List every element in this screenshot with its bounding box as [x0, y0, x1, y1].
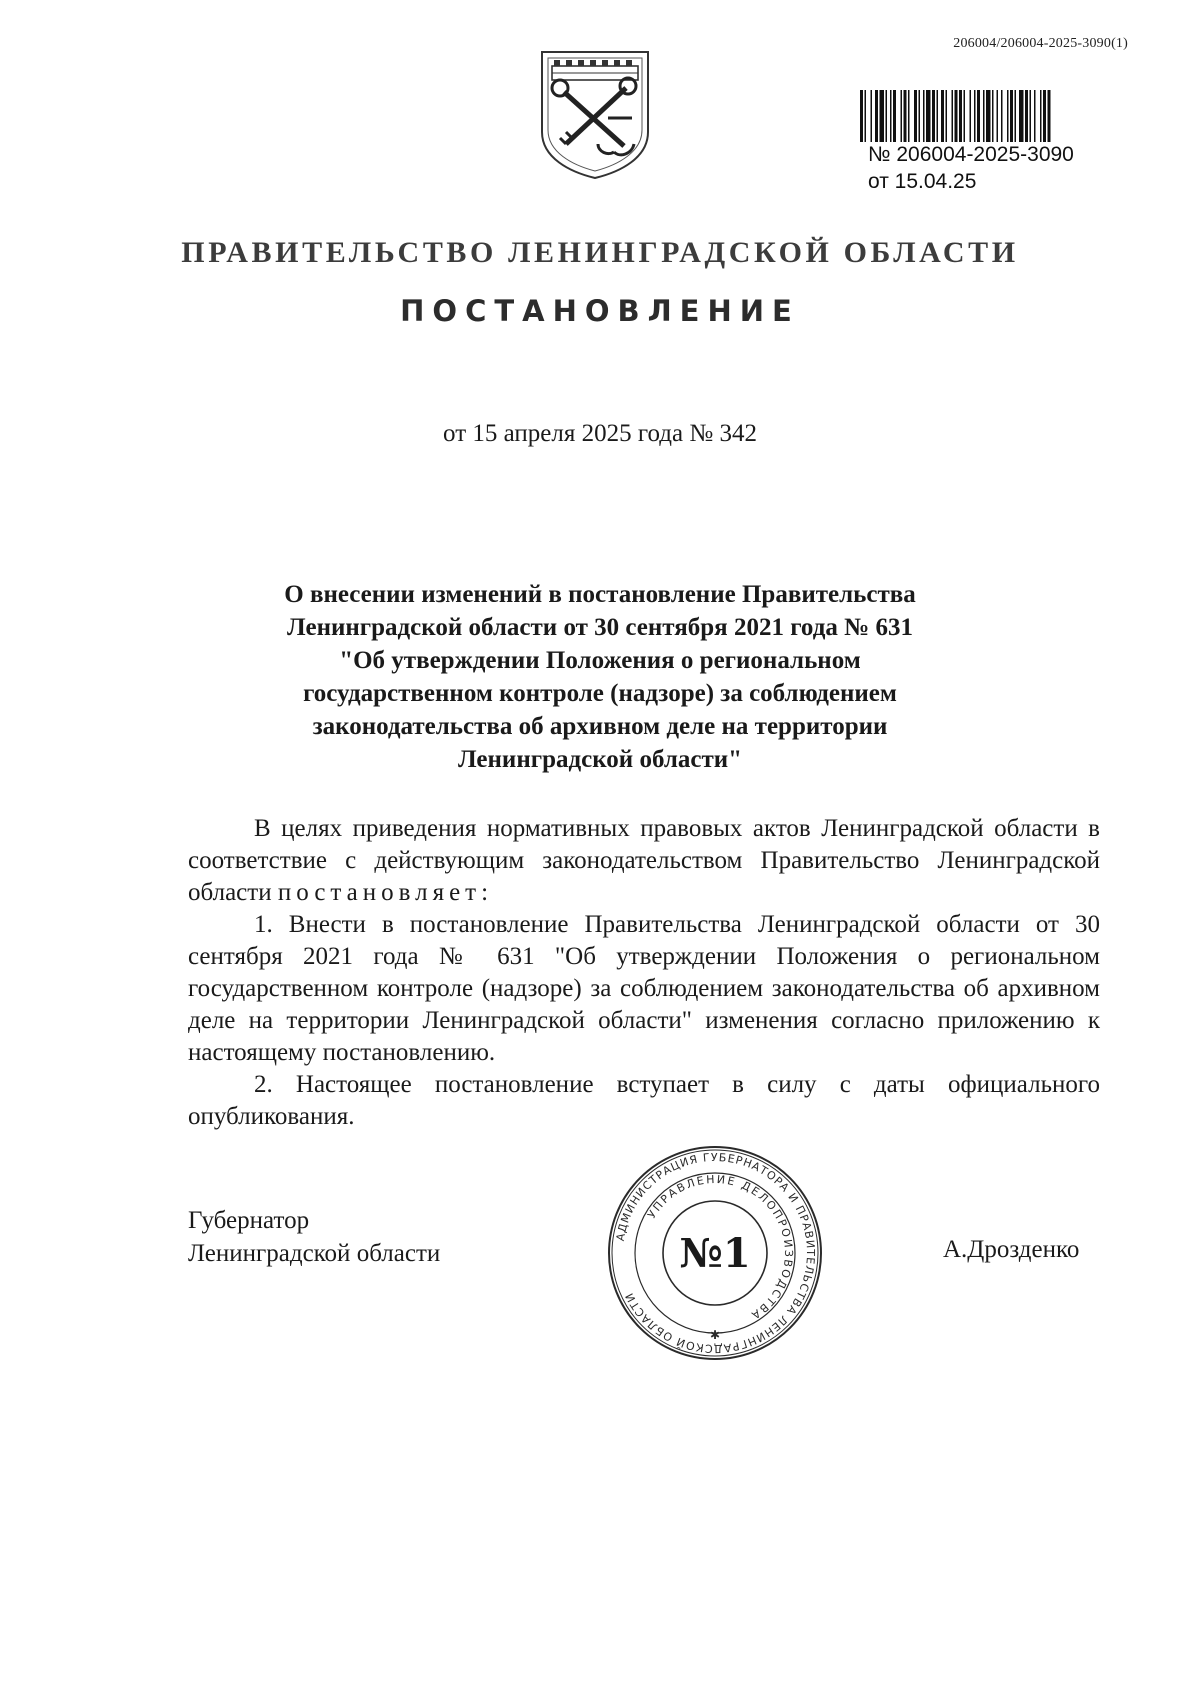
barcode-bar — [860, 90, 863, 142]
barcode-bar — [919, 90, 921, 142]
subject-line: законодательства об архивном деле на территории — [312, 713, 888, 740]
barcode-bar — [997, 90, 999, 142]
barcode-bar — [964, 90, 966, 142]
barcode-bar — [1015, 90, 1017, 142]
barcode-bar — [983, 90, 985, 142]
seal-outer-text: АДМИНИСТРАЦИЯ ГУБЕРНАТОРА И ПРАВИТЕЛЬСТВА ЛЕНИНГРАДСКОЙ ОБЛАСТИ — [613, 1150, 818, 1356]
barcode-bar — [890, 90, 892, 142]
registration-number: № 206004-2025-3090 — [868, 143, 1074, 166]
barcode-bar — [1043, 90, 1046, 142]
barcode-bar — [865, 90, 867, 142]
document-type-title: ПОСТАНОВЛЕНИЕ — [400, 294, 800, 328]
subject-line: Ленинградской области" — [457, 746, 743, 773]
barcode-bar — [923, 90, 925, 142]
preamble-text: В целях приведения нормативных правовых актов Ленинградской области в соответствие с действующим законодательством Правительство Ленинградской области — [188, 815, 1100, 906]
barcode-bar — [959, 90, 962, 142]
barcode-bar — [970, 90, 972, 142]
barcode-bar — [1030, 90, 1032, 142]
document-id: 206004/206004-2025-3090(1) — [953, 36, 1128, 51]
subject-line: Ленинградской области от 30 сентября 2021 года № 631 — [287, 614, 913, 641]
signatory-position — [188, 1204, 440, 1270]
barcode-bar — [914, 90, 917, 142]
item-1-paragraph: 1. Внести в постановление Правительства Ленинградской области от 30 сентября 2021 года № 631 "Об утверждении Положения о региональном государственном контроле (надзоре) за соблюдением законодательства об архивном деле на территории Ленинградской области" изменения согласно приложению к настоящему постановлению. — [188, 911, 1100, 1066]
subject-line: О внесении изменений в постановление Правительства — [284, 581, 916, 608]
barcode-bar — [904, 90, 907, 142]
barcode-bar — [1007, 90, 1009, 142]
barcode-bar — [886, 90, 888, 142]
position-line: Губернатор — [188, 1207, 310, 1234]
barcode-bar — [992, 90, 994, 142]
barcode-bar — [871, 90, 873, 142]
barcode-bar — [875, 90, 878, 142]
decrees-word: постановляет: — [277, 879, 494, 906]
barcode-bar — [1025, 90, 1028, 142]
barcode-bar — [952, 90, 954, 142]
barcode-bar — [977, 90, 980, 142]
barcode-bar — [946, 90, 948, 142]
barcode-bar — [880, 90, 885, 142]
barcode-bar — [932, 90, 935, 142]
signatory-name: А.Дрозденко — [943, 1236, 1080, 1263]
decree-date-number: от 15 апреля 2025 года № 342 — [443, 420, 757, 447]
coat-of-arms-icon — [536, 48, 654, 180]
decree-body — [188, 813, 1100, 1133]
barcode-bar — [955, 90, 958, 142]
government-title: ПРАВИТЕЛЬСТВО ЛЕНИНГРАДСКОЙ ОБЛАСТИ — [181, 236, 1019, 269]
registration-date: от 15.04.25 — [868, 170, 977, 193]
seal-star-icon: ✱ — [709, 1328, 721, 1342]
seal-inner-text: УПРАВЛЕНИЕ ДЕЛОПРОИЗВОДСТВА — [645, 1172, 796, 1323]
barcode-bar — [1048, 90, 1051, 142]
barcode-bar — [986, 90, 991, 142]
barcode-bar — [937, 90, 939, 142]
barcode-bar — [1034, 90, 1036, 142]
barcode-bar — [1001, 90, 1003, 142]
barcode-bar — [974, 90, 976, 142]
subject-line: государственном контроле (надзоре) за соблюдением — [303, 680, 897, 707]
barcode-bar — [1040, 90, 1042, 142]
preamble-paragraph — [188, 813, 1100, 909]
item-2-paragraph: 2. Настоящее постановление вступает в силу с даты официального опубликования. — [188, 1071, 1100, 1130]
decree-subject — [180, 578, 1020, 776]
barcode-bar — [926, 90, 931, 142]
barcode-bar — [1019, 90, 1024, 142]
barcode-icon — [860, 90, 1117, 142]
barcode-bar — [941, 90, 944, 142]
barcode-bar — [1010, 90, 1013, 142]
position-line: Ленинградской области — [188, 1240, 441, 1267]
official-seal — [605, 1143, 825, 1363]
barcode-bar — [908, 90, 910, 142]
barcode-bar — [901, 90, 903, 142]
seal-center-number: №1 — [679, 1230, 751, 1277]
subject-line: "Об утверждении Положения о региональном — [339, 647, 861, 674]
barcode-bar — [893, 90, 896, 142]
